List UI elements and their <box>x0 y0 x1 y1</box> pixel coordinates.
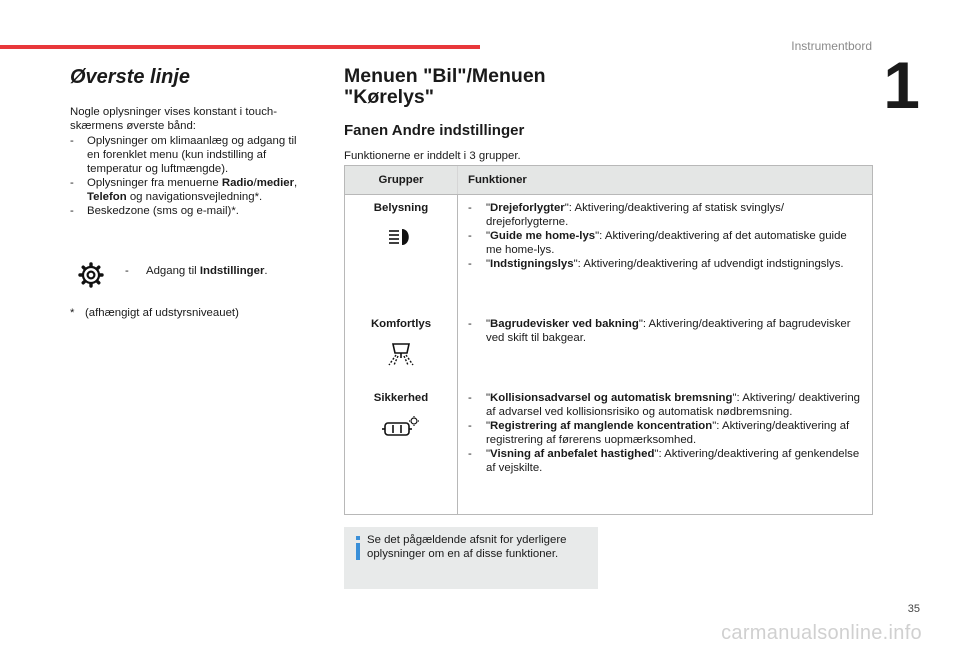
top-bar-intro: Nogle oplysninger vises konstant i touch-skærmens øverste bånd: <box>70 106 278 132</box>
column-header-groups: Grupper <box>345 166 458 195</box>
footnote: * (afhængigt af udstyrsniveauet) <box>70 307 239 319</box>
functions-table <box>344 165 873 515</box>
function-item: - "Registrering af manglende koncentration": Aktivering/deaktivering af registrering af førerens uopmærksomhed. <box>468 419 862 447</box>
function-item: - "Visning af anbefalet hastighed": Aktivering/deaktivering af genkendelse af vejskilte. <box>468 447 862 475</box>
info-note <box>344 527 598 589</box>
group-name: Komfortlys <box>370 318 432 330</box>
list-item: - Beskedzone (sms og e-mail)*. <box>70 204 310 218</box>
table-row <box>345 195 873 312</box>
group-name: Sikkerhed <box>373 392 429 404</box>
settings-access-row: - Adgang til Indstillinger. <box>78 262 308 292</box>
info-note-text: Se det pågældende afsnit for yderligere oplysninger om en af disse funktioner. <box>367 534 567 560</box>
menu-title: Menuen "Bil"/Menuen "Kørelys" <box>344 65 546 108</box>
gear-icon <box>78 262 104 288</box>
right-column <box>344 66 874 162</box>
table-row <box>345 385 873 515</box>
headlight-icon <box>386 225 416 249</box>
function-item: - "Drejeforlygter": Aktivering/deaktivering af statisk svinglys/ drejeforlygterne. <box>468 201 862 229</box>
function-item: - "Kollisionsadvarsel og automatisk bremsning": Aktivering/ deaktivering af advarsel ved kollisionsrisiko og automatisk nødbremsning. <box>468 391 862 419</box>
group-name: Belysning <box>373 202 429 214</box>
settings-access-text: Adgang til Indstillinger. <box>146 265 268 277</box>
section-title-top-bar: Øverste linje <box>70 66 191 88</box>
function-item: - "Bagrudevisker ved bakning": Aktivering/deaktivering af bagrudevisker ved skift til bakgear. <box>468 317 862 345</box>
groups-intro: Funktionerne er inddelt i 3 grupper. <box>344 150 521 162</box>
section-label: Instrumentbord <box>791 39 872 53</box>
car-safety-icon <box>381 415 421 441</box>
chapter-number: 1 <box>883 48 920 122</box>
header-accent-bar <box>0 45 480 49</box>
list-item: - Oplysninger om klimaanlæg og adgang til en forenklet menu (kun indstilling af temperatur og luftmængde). <box>70 134 310 176</box>
top-bar-list <box>70 134 310 218</box>
tab-subtitle: Fanen Andre indstillinger <box>344 122 525 139</box>
page-number: 35 <box>907 603 920 615</box>
function-item: - "Guide me home-lys": Aktivering/deaktivering af det automatiske guide me home-lys. <box>468 229 862 257</box>
left-column <box>70 66 310 218</box>
watermark: carmanualsonline.info <box>721 622 922 644</box>
column-header-functions: Funktioner <box>458 166 873 195</box>
list-item: - Oplysninger fra menuerne Radio/medier, Telefon og navigationsvejledning*. <box>70 176 310 204</box>
mirror-light-icon <box>384 341 418 367</box>
table-row <box>345 311 873 385</box>
info-icon <box>354 536 362 560</box>
function-item: - "Indstigningslys": Aktivering/deaktivering af udvendigt indstigningslys. <box>468 257 862 271</box>
